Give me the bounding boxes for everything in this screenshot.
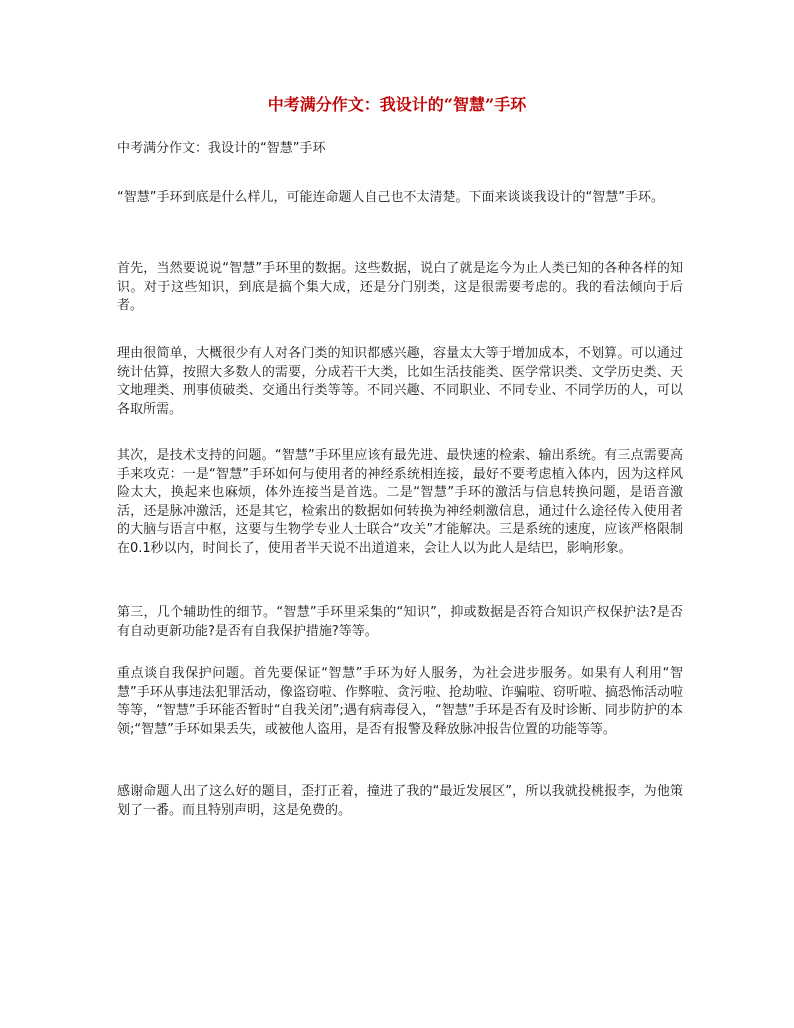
paragraph-data: 首先，当然要说说“智慧”手环里的数据。这些数据，说白了就是迄今为止人类已知的各种各样的知识。对于这些知识，到底是搞个集大成，还是分门别类，这是很需要考虑的。我的看法倾向于后者。 <box>117 261 683 313</box>
document-subtitle: 中考满分作文：我设计的“智慧”手环 <box>117 141 326 156</box>
paragraph-conclusion: 感谢命题人出了这么好的题目，歪打正着，撞进了我的“最近发展区”，所以我就投桃报李，为他策划了一番。而且特别声明，这是免费的。 <box>117 784 683 818</box>
paragraph-intro: “智慧”手环到底是什么样儿，可能连命题人自己也不太清楚。下面来谈谈我设计的“智慧”手环。 <box>117 190 664 205</box>
document-title: 中考满分作文：我设计的“智慧”手环 <box>267 95 527 114</box>
paragraph-details: 第三，几个辅助性的细节。“智慧”手环里采集的“知识”，抑或数据是否符合知识产权保护法?是否有自动更新功能?是否有自我保护措施?等等。 <box>117 605 683 639</box>
paragraph-technology: 其次，是技术支持的问题。“智慧”手环里应该有最先进、最快速的检索、输出系统。有三点需要高手来攻克：一是“智慧”手环如何与使用者的神经系统相连接，最好不要考虑植入体内，因为这样风险太大，换起来也麻烦，体外连接当是首选。二是“智慧”手环的激活与信息转换问题，是语音激活，还是脉冲激活，还是其它，检索出的数据如何转换为神经刺激信息，通过什么途径传入使用者的大脑与语言中枢，这要与生物学专业人士联合“攻关”才能解决。三是系统的速度，应该严格限制在0.1秒以内，时间长了，使用者半天说不出道道来，会让人以为此人是结巴，影响形象。 <box>117 448 683 556</box>
paragraph-reason: 理由很简单，大概很少有人对各门类的知识都感兴趣，容量太大等于增加成本，不划算。可以通过统计估算，按照大多数人的需要，分成若干大类，比如生活技能类、医学常识类、文学历史类、天文地理类、刑事侦破类、交通出行类等等。不同兴趣、不同职业、不同专业、不同学历的人，可以各取所需。 <box>117 346 683 417</box>
paragraph-self-protection: 重点谈自我保护问题。首先要保证“智慧”手环为好人服务，为社会进步服务。如果有人利用“智慧”手环从事违法犯罪活动，像盗窃啦、作弊啦、贪污啦、抢劫啦、诈骗啦、窃听啦、搞恐怖活动啦等等，“智慧”手环能否暂时“自我关闭”;遇有病毒侵入，“智慧”手环是否有及时诊断、同步防护的本领;“智慧”手环如果丢失，或被他人盗用，是否有报警及释放脉冲报告位置的功能等等。 <box>117 666 683 737</box>
